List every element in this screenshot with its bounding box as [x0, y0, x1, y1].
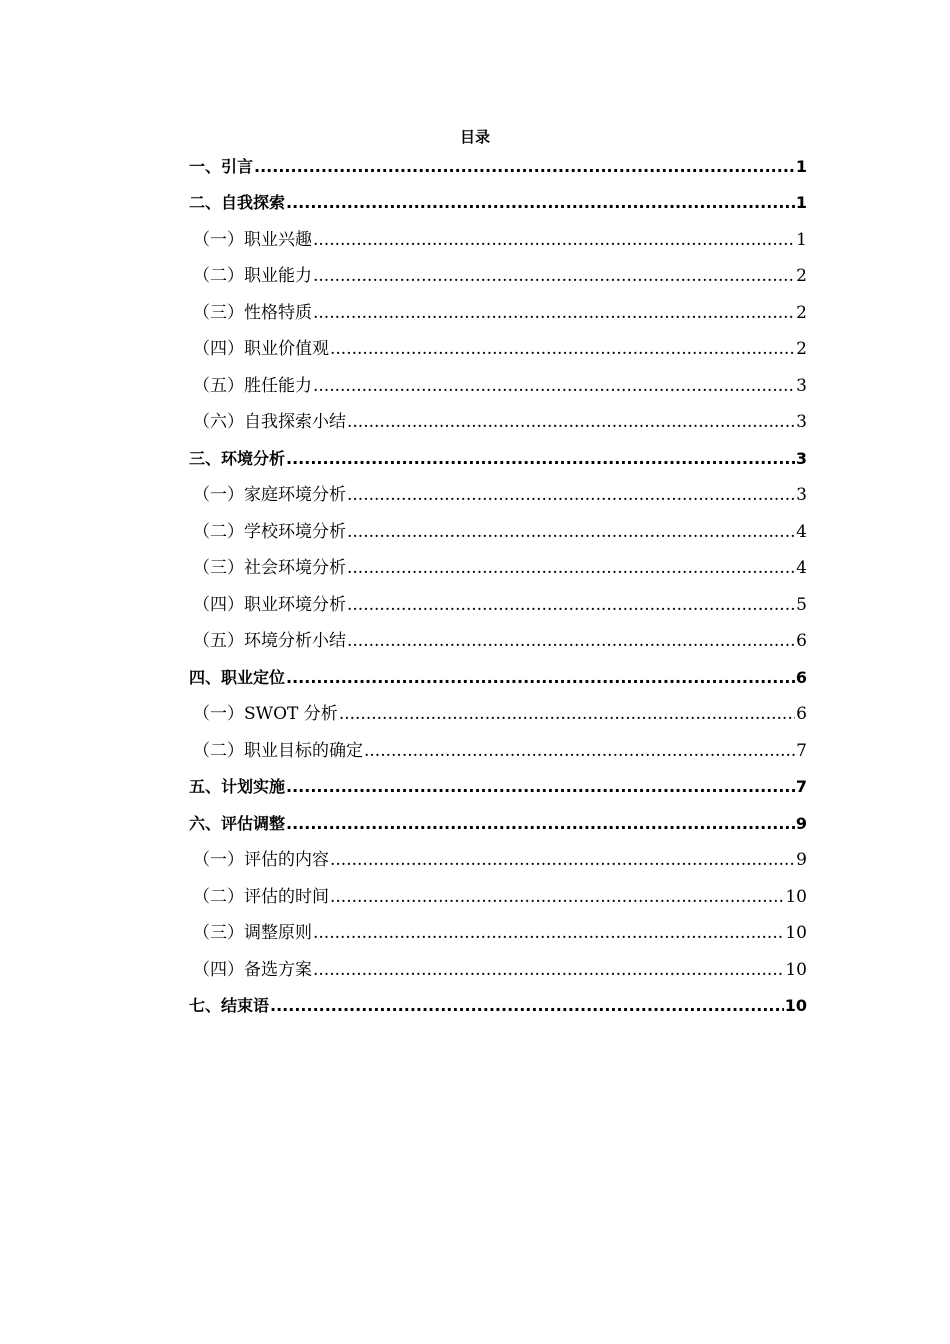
toc-dot-leader — [330, 886, 784, 908]
toc-page-number: 1 — [795, 156, 807, 176]
toc-page-number: 7 — [795, 777, 807, 796]
toc-section-entry[interactable] — [189, 953, 807, 990]
toc-section-entry[interactable] — [189, 844, 807, 881]
toc-section-entry[interactable] — [189, 625, 807, 662]
toc-entry-label: 一、引言 — [189, 156, 254, 176]
toc-section-entry[interactable] — [189, 917, 807, 954]
toc-page-number: 3 — [796, 375, 807, 396]
toc-section-entry[interactable] — [189, 260, 807, 297]
toc-page-number: 7 — [796, 740, 807, 761]
toc-page-number: 2 — [796, 266, 807, 286]
toc-entry-label: 三、环境分析 — [189, 448, 286, 468]
toc-page-number: 6 — [796, 631, 807, 651]
toc-dot-leader — [347, 557, 795, 579]
toc-title: 目录 — [459, 128, 490, 146]
toc-entry-label: （五）环境分析小结 — [193, 631, 346, 651]
toc-section-entry[interactable] — [189, 552, 807, 589]
toc-dot-leader — [313, 959, 784, 981]
toc-page-number: 4 — [796, 558, 807, 578]
toc-dot-leader — [339, 703, 795, 725]
toc-page-number: 10 — [785, 959, 807, 980]
toc-page-number: 9 — [796, 850, 807, 870]
toc-entry-label: （三）社会环境分析 — [193, 558, 346, 578]
toc-page-number: 3 — [795, 448, 807, 468]
toc-dot-leader — [313, 302, 795, 324]
toc-page-number: 6 — [795, 667, 807, 687]
toc-list — [189, 150, 807, 1026]
toc-entry-label: （二）评估的时间 — [193, 886, 329, 907]
toc-entry-label: （一）SWOT 分析 — [193, 704, 338, 724]
toc-dot-leader — [270, 995, 784, 1017]
toc-page-number: 6 — [796, 704, 807, 724]
toc-entry-label: （四）职业环境分析 — [193, 594, 346, 615]
toc-entry-label: （四）备选方案 — [193, 959, 312, 980]
toc-section-entry[interactable] — [189, 515, 807, 552]
toc-entry-label: （一）家庭环境分析 — [193, 485, 346, 505]
toc-dot-leader — [286, 813, 795, 835]
toc-chapter-entry[interactable] — [189, 807, 807, 844]
toc-chapter-entry[interactable] — [189, 990, 807, 1027]
toc-chapter-entry[interactable] — [189, 442, 807, 479]
toc-page-number: 2 — [796, 339, 807, 359]
toc-entry-label: 五、计划实施 — [189, 777, 286, 796]
toc-page-number: 1 — [795, 193, 807, 212]
toc-section-entry[interactable] — [189, 880, 807, 917]
toc-dot-leader — [347, 630, 795, 652]
toc-dot-leader — [364, 740, 795, 762]
toc-dot-leader — [313, 265, 795, 287]
toc-dot-leader — [347, 411, 795, 433]
toc-entry-label: （四）职业价值观 — [193, 339, 329, 359]
toc-dot-leader — [286, 776, 795, 798]
toc-section-entry[interactable] — [189, 588, 807, 625]
toc-entry-label: 四、职业定位 — [189, 667, 286, 687]
toc-entry-label: （三）调整原则 — [193, 923, 312, 943]
toc-entry-label: （二）职业目标的确定 — [193, 740, 363, 761]
toc-entry-label: （五）胜任能力 — [193, 375, 312, 396]
toc-page-number: 9 — [795, 813, 807, 833]
toc-section-entry[interactable] — [189, 698, 807, 735]
toc-section-entry[interactable] — [189, 333, 807, 370]
toc-entry-label: （一）评估的内容 — [193, 850, 329, 870]
toc-dot-leader — [254, 156, 795, 178]
toc-dot-leader — [347, 484, 795, 506]
toc-dot-leader — [313, 922, 784, 944]
toc-chapter-entry[interactable] — [189, 150, 807, 187]
toc-dot-leader — [330, 338, 795, 360]
toc-entry-label: （三）性格特质 — [193, 302, 312, 323]
toc-page-number: 10 — [785, 886, 807, 907]
toc-section-entry[interactable] — [189, 223, 807, 260]
toc-page-number: 10 — [785, 923, 807, 943]
toc-page-number: 3 — [796, 485, 807, 505]
toc-entry-label: （二）职业能力 — [193, 266, 312, 286]
toc-page-number: 3 — [796, 412, 807, 432]
toc-page-number: 10 — [784, 996, 807, 1015]
toc-dot-leader — [286, 667, 795, 689]
toc-dot-leader — [313, 375, 795, 397]
toc-chapter-entry[interactable] — [189, 771, 807, 808]
toc-entry-label: （二）学校环境分析 — [193, 521, 346, 542]
toc-entry-label: 二、自我探索 — [189, 193, 286, 212]
toc-page-number: 5 — [796, 594, 807, 615]
toc-section-entry[interactable] — [189, 479, 807, 516]
toc-section-entry[interactable] — [189, 406, 807, 443]
toc-chapter-entry[interactable] — [189, 661, 807, 698]
toc-section-entry[interactable] — [189, 369, 807, 406]
toc-entry-label: 七、结束语 — [189, 996, 270, 1015]
toc-section-entry[interactable] — [189, 734, 807, 771]
toc-entry-label: 六、评估调整 — [189, 813, 286, 833]
toc-page-number: 4 — [796, 521, 807, 542]
toc-dot-leader — [313, 229, 795, 251]
toc-entry-label: （一）职业兴趣 — [193, 229, 312, 250]
toc-entry-label: （六）自我探索小结 — [193, 412, 346, 432]
toc-page-number: 2 — [796, 302, 807, 323]
toc-dot-leader — [347, 521, 795, 543]
toc-section-entry[interactable] — [189, 296, 807, 333]
toc-page-number: 1 — [796, 229, 807, 250]
toc-chapter-entry[interactable] — [189, 187, 807, 224]
toc-dot-leader — [330, 849, 795, 871]
toc-dot-leader — [347, 594, 795, 616]
toc-dot-leader — [286, 192, 795, 214]
toc-dot-leader — [286, 448, 795, 470]
